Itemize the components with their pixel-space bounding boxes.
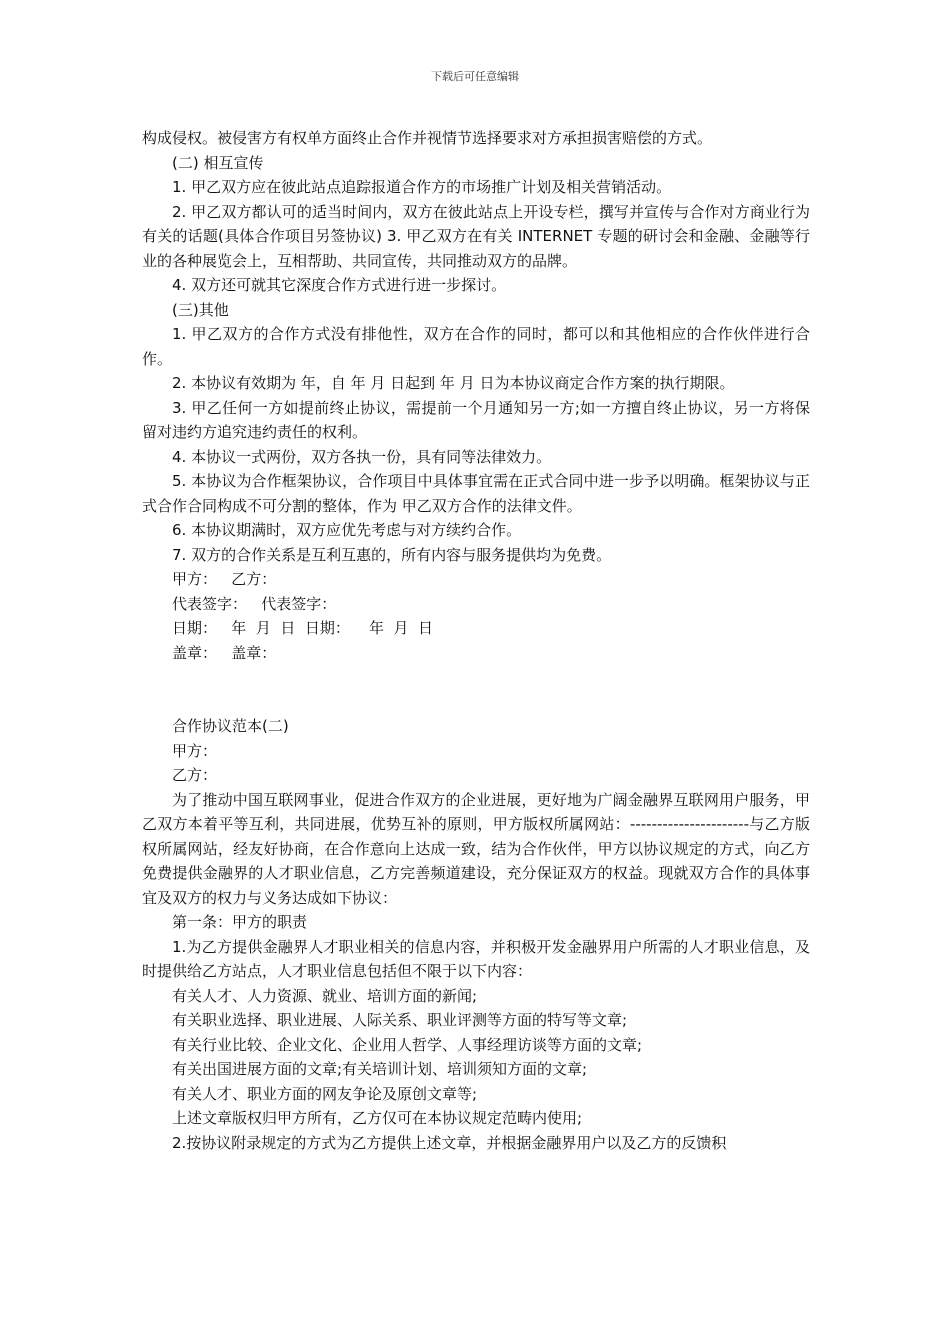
clause-2-1: 1. 甲乙双方应在彼此站点追踪报道合作方的市场推广计划及相关营销活动。: [172, 178, 672, 196]
clause-3-7: 7. 双方的合作关系是互利互惠的，所有内容与服务提供均为免费。: [172, 545, 612, 564]
section-heading-other: (三)其他: [172, 300, 229, 319]
clause-3-3: 3. 甲乙任何一方如提前终止协议，需提前一个月通知另一方;如一方擅自终止协议，另一方将保留对违约方追究违约责任的权利。: [142, 398, 810, 441]
content-list-item: 有关职业选择、职业进展、人际关系、职业评测等方面的特写等文章;: [172, 1011, 628, 1029]
signature-dates: 日期： 年 月 日 日期： 年 月 日: [172, 619, 434, 637]
clause-3-2: 2. 本协议有效期为 年，自 年 月 日起到 年 月 日为本协议商定合作方案的执行期限。: [172, 374, 735, 392]
paragraph-continuation: 构成侵权。被侵害方有权单方面终止合作并视情节选择要求对方承担损害赔偿的方式。: [142, 129, 713, 147]
signature-representatives: 代表签字： 代表签字：: [172, 594, 337, 613]
clause-3-6: 6. 本协议期满时，双方应优先考虑与对方续约合作。: [172, 521, 522, 539]
signature-seals: 盖章： 盖章：: [172, 643, 277, 662]
agreement-title: 合作协议范本(二): [172, 717, 289, 735]
article-1-item-1: 1.为乙方提供金融界人才职业相关的信息内容，并积极开发金融界用户所需的人才职业信息，及时提供给乙方站点，人才职业信息包括但不限于以下内容：: [142, 937, 810, 980]
party-a-label: 甲方：: [172, 741, 218, 760]
clause-3-5: 5. 本协议为合作框架协议，合作项目中具体事宜需在正式合同中进一步予以明确。框架协议与正式合作合同构成不可分割的整体，作为 甲乙双方合作的法律文件。: [142, 472, 810, 515]
content-list-item: 上述文章版权归甲方所有，乙方仅可在本协议规定范畴内使用;: [172, 1109, 583, 1127]
clause-3-4: 4. 本协议一式两份，双方各执一份，具有同等法律效力。: [172, 447, 552, 466]
page-header-note: 下载后可任意编辑: [431, 70, 519, 83]
clause-2-2: 2. 甲乙双方都认可的适当时间内，双方在彼此站点上开设专栏，撰写并宣传与合作对方商业行为有关的话题(具体合作项目另签协议) 3. 甲乙双方在有关 INTERNET 专题的研讨会和金融、金融等行业的各种展览会上，互相帮助、共同宣传，共同推动双方的品牌。: [142, 202, 810, 270]
content-list-item: 有关人才、职业方面的网友争论及原创文章等;: [172, 1084, 478, 1103]
clause-2-4: 4. 双方还可就其它深度合作方式进行进一步探讨。: [172, 276, 507, 294]
party-b-label: 乙方：: [172, 766, 218, 784]
section-heading-mutual-promotion: (二) 相互宣传: [172, 153, 264, 172]
article-1-item-2: 2.按协议附录规定的方式为乙方提供上述文章，并根据金融界用户以及乙方的反馈积: [172, 1133, 727, 1152]
clause-3-1: 1. 甲乙双方的合作方式没有排他性，双方在合作的同时，都可以和其他相应的合作伙伴进行合作。: [142, 325, 810, 368]
agreement-intro: 为了推动中国互联网事业，促进合作双方的企业进展，更好地为广阔金融界互联网用户服务，甲乙双方本着平等互利，共同进展，优势互补的原则，甲方版权所属网站：----------------------与乙方版权所属网站，经友好协商，在合作意向上达成一致，结为合作伙伴，甲方以协议规定的方式，向乙方免费提供金融界的人才职业信息，乙方完善频道建设，充分保证双方的权益。现就双方合作的具体事宜及双方的权力与义务达成如下协议：: [142, 790, 810, 907]
content-list-item: 有关行业比较、企业文化、企业用人哲学、人事经理访谈等方面的文章;: [172, 1035, 643, 1054]
document-body: [142, 126, 810, 1155]
article-1-title: 第一条：甲方的职责: [172, 913, 308, 931]
signature-parties: 甲方： 乙方：: [172, 570, 277, 588]
content-list-item: 有关出国进展方面的文章;有关培训计划、培训须知方面的文章;: [172, 1060, 588, 1078]
content-list-item: 有关人才、人力资源、就业、培训方面的新闻;: [172, 986, 478, 1005]
section-spacer: [142, 665, 810, 714]
